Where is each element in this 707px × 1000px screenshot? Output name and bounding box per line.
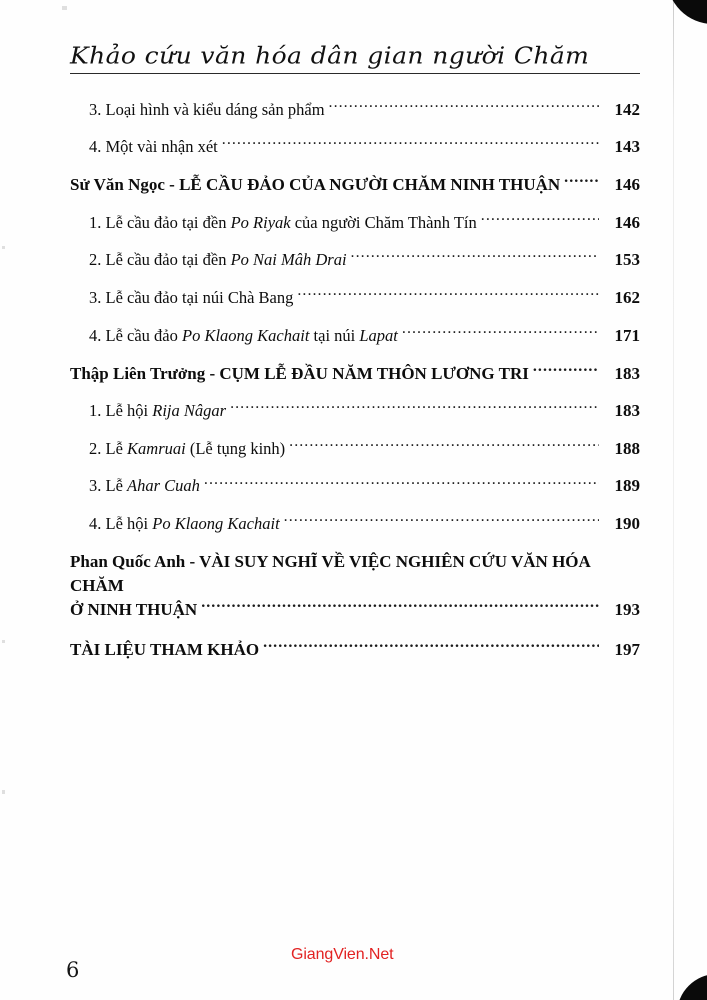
toc-entry-term-italic: Kamruai xyxy=(127,438,186,458)
dot-leader xyxy=(284,513,599,530)
toc-entry-page-number: 162 xyxy=(614,287,640,307)
toc-section-heading[interactable] xyxy=(70,638,640,661)
toc-entry-term-italic: Po Klaong Kachait xyxy=(182,325,310,345)
toc-entry-label: Sử Văn Ngọc - LỄ CẦU ĐẢO CỦA NGƯỜI CHĂM NINH THUẬN xyxy=(70,175,561,195)
toc-entry-page-number: 142 xyxy=(614,99,640,119)
toc-entry-label: 2. Lễ cầu đảo tại đền Po Nai Mâh Drai xyxy=(89,250,347,270)
toc-entry-page-number: 143 xyxy=(614,137,640,157)
toc-entry-label: 4. Lễ cầu đảo Po Klaong Kachait tại núi Lapat xyxy=(89,325,398,345)
toc-entry[interactable] xyxy=(70,550,640,622)
running-header xyxy=(70,40,640,74)
toc-section-heading[interactable] xyxy=(70,173,640,196)
toc-entry-page-number: 171 xyxy=(614,325,640,345)
table-of-contents xyxy=(70,98,640,676)
toc-entry-label: 1. Lễ hội Rija Nâgar xyxy=(89,401,227,421)
scan-edge-artifact-top-right xyxy=(667,0,707,24)
page-number: 6 xyxy=(66,958,80,982)
dot-leader xyxy=(289,437,599,454)
toc-entry[interactable] xyxy=(70,513,640,536)
dot-leader xyxy=(230,400,599,417)
dot-leader xyxy=(297,286,599,303)
scan-speck xyxy=(62,6,67,10)
toc-entry-page-number: 188 xyxy=(614,438,640,458)
dot-leader xyxy=(481,211,599,228)
toc-entry-label: 4. Một vài nhận xét xyxy=(89,137,218,157)
scan-speck xyxy=(2,246,5,249)
dot-leader xyxy=(222,136,599,153)
toc-entry-term-italic: Po Riyak xyxy=(230,212,291,232)
toc-entry[interactable] xyxy=(70,98,640,121)
toc-entry[interactable] xyxy=(70,437,640,460)
toc-entry-term-italic: Rija Nâgar xyxy=(152,401,227,421)
toc-entry-label: TÀI LIỆU THAM KHẢO xyxy=(70,639,260,659)
scan-edge-artifact-bottom-right xyxy=(677,974,707,1000)
toc-entry[interactable] xyxy=(70,286,640,309)
toc-entry-page-number: 189 xyxy=(614,476,640,496)
toc-entry[interactable] xyxy=(70,136,640,159)
dot-leader xyxy=(351,249,599,266)
toc-entry[interactable] xyxy=(70,475,640,498)
toc-section-heading[interactable] xyxy=(70,362,640,385)
toc-entry-label: CHĂM xyxy=(70,576,124,596)
dot-leader xyxy=(263,638,599,655)
toc-entry-page-number: 146 xyxy=(614,175,640,195)
dot-leader xyxy=(201,598,599,615)
toc-entry-page-number: 193 xyxy=(614,600,640,620)
toc-entry-page-number: 183 xyxy=(614,401,640,421)
toc-entry[interactable] xyxy=(70,324,640,347)
toc-entry-term-italic: Lapat xyxy=(359,325,398,345)
toc-entry-label: Thập Liên Trưởng - CỤM LỄ ĐẦU NĂM THÔN LƯƠNG TRI xyxy=(70,363,529,383)
toc-entry-term-italic: Ahar Cuah xyxy=(127,476,200,496)
toc-entry-page-number: 183 xyxy=(614,363,640,383)
dot-leader xyxy=(533,362,599,379)
toc-entry-label: 4. Lễ hội Po Klaong Kachait xyxy=(89,514,280,534)
dot-leader xyxy=(329,98,599,115)
scan-speck xyxy=(2,640,5,643)
header-divider-rule xyxy=(70,73,640,74)
scan-speck xyxy=(2,790,5,794)
toc-entry-label: 3. Loại hình và kiểu dáng sản phẩm xyxy=(89,99,325,119)
toc-entry-page-number: 153 xyxy=(614,250,640,270)
toc-entry-label: 1. Lễ cầu đảo tại đền Po Riyak của người Chăm Thành Tín xyxy=(89,212,477,232)
dot-leader xyxy=(402,324,599,341)
toc-entry[interactable] xyxy=(70,400,640,423)
dot-leader xyxy=(204,475,599,492)
toc-entry-label: Phan Quốc Anh - VÀI SUY NGHĨ VỀ VIỆC NGHIÊN CỨU VĂN HÓA xyxy=(70,552,591,572)
toc-entry-term-italic: Po Nai Mâh Drai xyxy=(230,250,347,270)
toc-entry-label: 2. Lễ Kamruai (Lễ tụng kinh) xyxy=(89,438,286,458)
toc-entry-term-italic: Po Klaong Kachait xyxy=(152,514,280,534)
running-header-title: Khảo cứu văn hóa dân gian người Chăm xyxy=(70,42,590,69)
watermark-giangvien: GiangVien.Net xyxy=(291,946,394,963)
toc-entry-page-number: 146 xyxy=(614,212,640,232)
dot-leader xyxy=(564,173,599,190)
toc-entry-page-number: 197 xyxy=(614,639,640,659)
toc-entry-label: 3. Lễ Ahar Cuah xyxy=(89,476,200,496)
toc-entry-label: 3. Lễ cầu đảo tại núi Chà Bang xyxy=(89,287,294,307)
toc-entry[interactable] xyxy=(70,249,640,272)
toc-entry[interactable] xyxy=(70,211,640,234)
toc-entry-last-line xyxy=(70,598,640,622)
scan-page-edge-line xyxy=(673,0,674,1000)
toc-entry-label: Ở NINH THUẬN xyxy=(70,600,198,620)
toc-entry-page-number: 190 xyxy=(614,514,640,534)
